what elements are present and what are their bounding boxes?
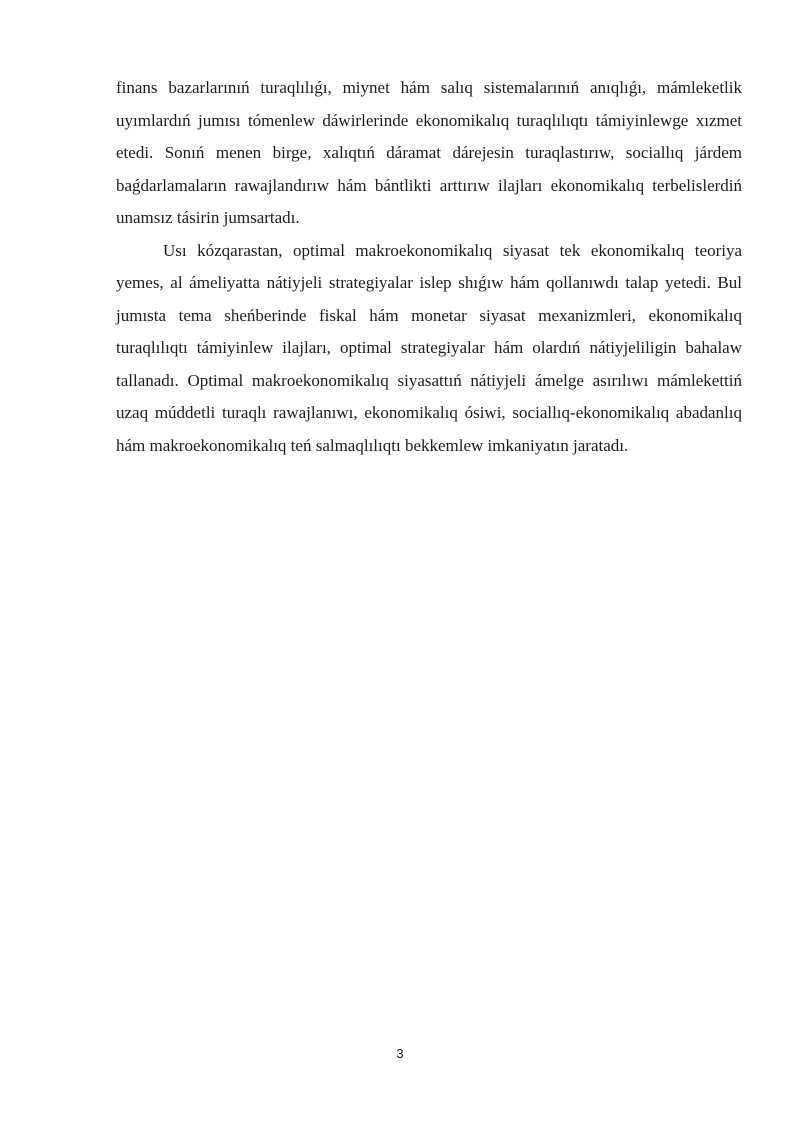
- paragraph-conclusion: Usı kózqarastan, optimal makroekonomikalıq siyasat tek ekonomikalıq teoriya yemes, al ámeliyatta nátiyjeli strategiyalar islep shıǵıw hám qollanıwdı talap yetedi. Bul jumısta tema sheńberinde fiskal hám monetar siyasat mexanizmleri, ekonomikalıq turaqlılıqtı támiyinlew ilajları, optimal strategiyalar hám olardıń nátiyjeliligin bahalaw tallanadı. Optimal makroekonomikalıq siyasattıń nátiyjeli ámelge asırılıwı mámlekettiń uzaq múddetli turaqlı rawajlanıwı, ekonomikalıq ósiwi, sociallıq-ekonomikalıq abadanlıq hám makroekonomikalıq teń salmaqlılıqtı bekkemlew imkaniyatın jaratadı.: [116, 240, 742, 455]
- page-number: 3: [396, 1046, 404, 1061]
- paragraph-continuation: finans bazarlarınıń turaqlılıǵı, miynet hám salıq sistemalarınıń anıqlıǵı, mámleketlik uyımlardıń jumısı tómenlew dáwirlerinde ekonomikalıq turaqlılıqtı támiyinlewge xızmet etedi. Sonıń menen birge, xalıqtıń dáramat dárejesin turaqlastırıw, sociallıq járdem baǵdarlamaların rawajlandırıw hám bántlikti arttırıw ilajları ekonomikalıq terbelislerdiń unamsız tásirin jumsartadı.: [116, 78, 742, 227]
- body-text: [116, 72, 742, 462]
